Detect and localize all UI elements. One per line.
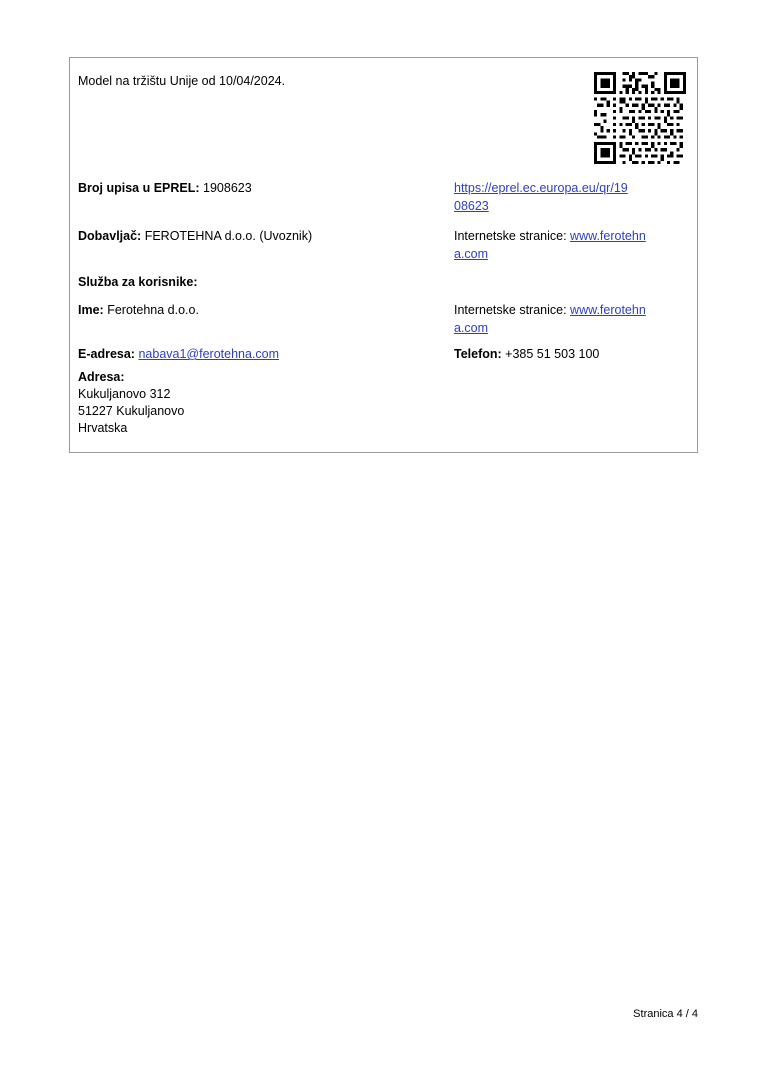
email-value[interactable]: nabava1@ferotehna.com (138, 347, 280, 361)
address-line-1: Kukuljanovo 312 (78, 387, 171, 401)
phone-label: Telefon: (454, 347, 502, 361)
supplier-website-line2[interactable]: a.com (454, 247, 489, 261)
address-label: Adresa: (78, 370, 125, 384)
supplier-website-field (454, 227, 689, 263)
service-website-label: Internetske stranice: (454, 303, 567, 317)
contact-name-field (78, 301, 199, 319)
qr-code-icon[interactable] (594, 72, 686, 164)
eprel-url-link[interactable] (454, 179, 679, 215)
eprel-url-line1[interactable]: https://eprel.ec.europa.eu/qr/19 (454, 181, 628, 195)
eprel-registration-field (78, 179, 252, 197)
contact-name-value: Ferotehna d.o.o. (107, 303, 199, 317)
eprel-registration-label: Broj upisa u EPREL: (78, 181, 200, 195)
address-block (78, 369, 184, 437)
phone-field (454, 345, 599, 363)
address-line-2: 51227 Kukuljanovo (78, 404, 185, 418)
service-website-field (454, 301, 689, 337)
page-footer (0, 1008, 768, 1020)
phone-value: +385 51 503 100 (505, 347, 600, 361)
product-supplier-info-card (69, 57, 698, 453)
customer-service-label: Služba za korisnike: (78, 275, 198, 289)
page-indicator: Stranica 4 / 4 (633, 1008, 698, 1020)
supplier-label: Dobavljač: (78, 229, 142, 243)
supplier-value: FEROTEHNA d.o.o. (Uvoznik) (144, 229, 313, 243)
market-availability-text: Model na tržištu Unije od 10/04/2024. (78, 74, 286, 88)
customer-service-heading (78, 273, 197, 291)
contact-name-label: Ime: (78, 303, 104, 317)
supplier-website-line1[interactable]: www.ferotehn (570, 229, 646, 243)
service-website-line1[interactable]: www.ferotehn (570, 303, 646, 317)
address-line-3: Hrvatska (78, 421, 128, 435)
email-field (78, 345, 279, 363)
email-label: E-adresa: (78, 347, 135, 361)
supplier-website-label: Internetske stranice: (454, 229, 567, 243)
service-website-line2[interactable]: a.com (454, 321, 489, 335)
supplier-field (78, 227, 312, 245)
eprel-registration-value: 1908623 (203, 181, 252, 195)
eprel-url-line2[interactable]: 08623 (454, 199, 489, 213)
